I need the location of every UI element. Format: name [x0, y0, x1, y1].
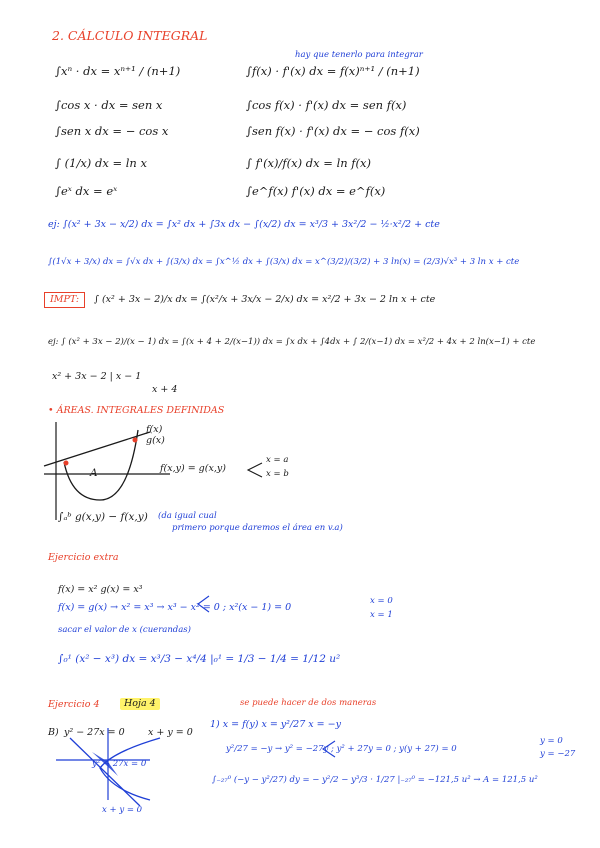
b-step-2: y²/27 = −y → y² = −27y ; y² + 27y = 0 ; y(y + 27) = 0: [226, 744, 457, 754]
note-da-igual: (da igual cual: [158, 511, 217, 521]
note-se-puede: se puede hacer de dos maneras: [240, 698, 377, 708]
part-b-label: B): [48, 727, 59, 738]
rule-left-ln: ∫ (1/x) dx = ln x: [55, 156, 147, 170]
rule-right-cos: ∫cos f(x) · f'(x) dx = sen f(x): [246, 98, 407, 112]
impt-formula: ∫ (x² + 3x − 2)/x dx = ∫(x²/x + 3x/x − 2/x) dx = x²/2 + 3x − 2 ln x + cte: [94, 294, 436, 305]
rule-left-cos: ∫cos x · dx = sen x: [55, 98, 163, 112]
rule-right-exp: ∫e^f(x) f'(x) dx = e^f(x): [246, 184, 386, 198]
rule-left-power: ∫xⁿ · dx = xⁿ⁺¹ / (n+1): [55, 64, 181, 78]
extra-sol-0: x = 0: [370, 596, 393, 606]
extra-definitions: f(x) = x² g(x) = x³: [58, 584, 143, 595]
graph-equation: f(x,y) = g(x,y): [160, 463, 226, 474]
extra-sol-1: x = 1: [370, 610, 393, 620]
part-b-eq1: y² − 27x = 0: [64, 727, 125, 738]
area-integral: ∫ₐᵇ g(x,y) − f(x,y): [58, 511, 148, 523]
extra-equation: f(x) = g(x) → x² = x³ → x³ − x² = 0 ; x²(x − 1) = 0: [58, 602, 292, 613]
part-b-eq2: x + y = 0: [148, 727, 193, 738]
b-step-2-sol-0: y = 0: [540, 736, 563, 746]
extra-integral: ∫₀¹ (x² − x³) dx = x³/3 − x⁴/4 |₀¹ = 1/3 − 1/4 = 1/12 u²: [58, 653, 341, 665]
b-step-1: 1) x = f(y) x = y²/27 x = −y: [210, 719, 341, 730]
note-hay-que-tenerlo: hay que tenerlo para integrar: [295, 50, 423, 60]
impt-box: IMPT:: [44, 292, 85, 308]
example-2: ∫(1√x + 3/x) dx = ∫√x dx + ∫(3/x) dx = ∫x^½ dx + ∫(3/x) dx = x^(3/2)/(3/2) + 3 ln(x) = (2/3)√x³ + 3 ln x + cte: [48, 257, 520, 267]
parabola-sketch: [100, 738, 160, 800]
polynomial-division: x² + 3x − 2 | x − 1: [52, 371, 142, 382]
hoja-4-badge: Hoja 4: [120, 698, 160, 710]
rule-right-ln: ∫ f'(x)/f(x) dx = ln f(x): [246, 156, 372, 170]
graph-label-f: f(x): [146, 424, 163, 435]
ejercicio-extra-title: Ejercicio extra: [48, 552, 119, 563]
rule-left-sen: ∫sen x dx = − cos x: [55, 124, 169, 138]
extra-note: sacar el valor de x (cuerandas): [58, 625, 191, 635]
note-primero: primero porque daremos el área en v.a): [172, 523, 343, 533]
graph-x-b: x = b: [266, 469, 289, 479]
graph-label-area: A: [90, 467, 98, 479]
rule-left-exp: ∫eˣ dx = eˣ: [55, 184, 118, 198]
sketch-label-line: x + y = 0: [102, 805, 143, 815]
rule-right-sen: ∫sen f(x) · f'(x) dx = − cos f(x): [246, 124, 420, 138]
ejercicio-4-title: Ejercicio 4: [48, 699, 100, 710]
graph-x-a: x = a: [266, 455, 289, 465]
example-3: ej: ∫ (x² + 3x − 2)/(x − 1) dx = ∫(x + 4 + 2/(x−1)) dx = ∫x dx + ∫4dx + ∫ 2/(x−1) dx = x²/2 + 4x + 2 ln(x−1) + cte: [48, 337, 536, 347]
section-title-integral: 2. CÁLCULO INTEGRAL: [52, 28, 208, 43]
example-1: ej: ∫(x² + 3x − x/2) dx = ∫x² dx + ∫3x dx − ∫(x/2) dx = x³/3 + 3x²/2 − ½·x²/2 + cte: [48, 219, 440, 230]
graph-label-g: g(x): [146, 435, 165, 446]
f-curve: [64, 430, 138, 500]
sketch-label-curve: y² − 27x = 0: [92, 759, 147, 769]
b-step-2-sol-1: y = −27: [540, 749, 576, 759]
rule-right-power: ∫f(x) · f'(x) dx = f(x)ⁿ⁺¹ / (n+1): [246, 64, 420, 78]
division-quotient: x + 4: [152, 384, 178, 395]
section-title-areas: • ÁREAS. INTEGRALES DEFINIDAS: [48, 405, 225, 416]
b-step-3: ∫₋₂₇⁰ (−y − y²/27) dy = − y²/2 − y³/3 · 1/27 |₋₂₇⁰ = −121,5 u² → A = 121,5 u²: [212, 775, 538, 785]
